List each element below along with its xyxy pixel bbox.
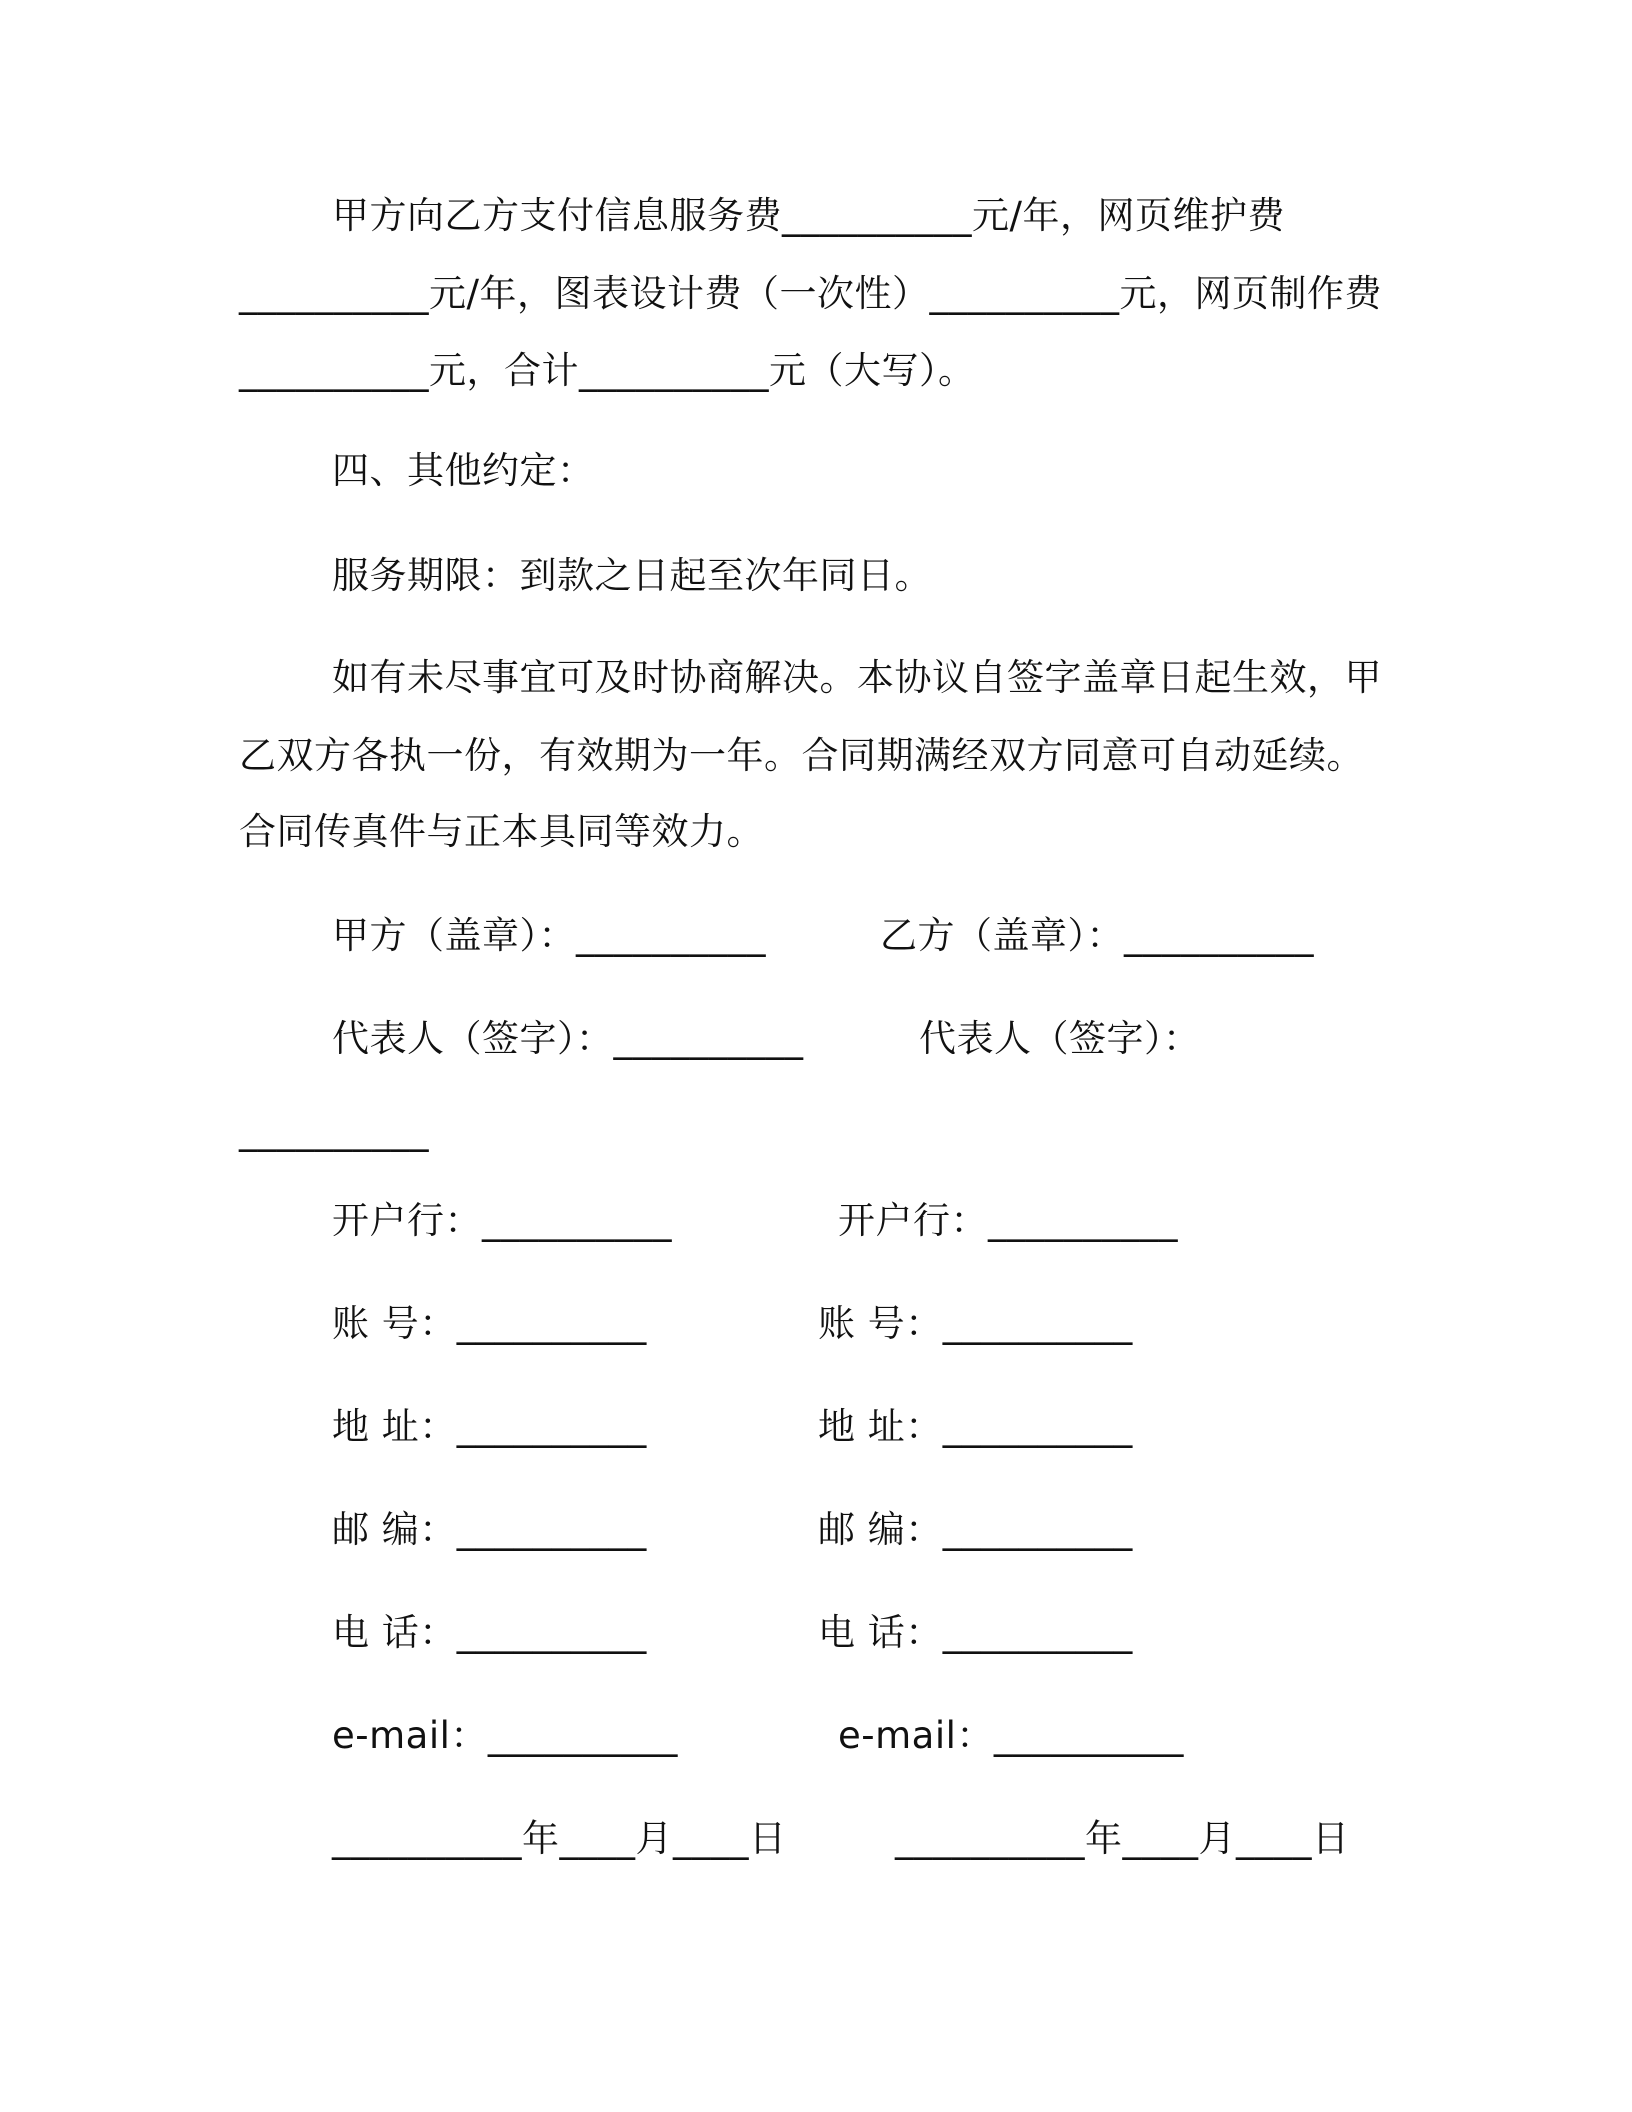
party-a-bank: 开户行：__________ bbox=[332, 1199, 672, 1242]
party-b-account: 账 号：__________ bbox=[818, 1302, 1133, 1345]
section-heading: 四、其他约定： bbox=[332, 449, 595, 492]
party-a-email: e-mail：__________ bbox=[332, 1714, 678, 1757]
clause-line-2: 乙双方各执一份，有效期为一年。合同期满经双方同意可自动延续。 bbox=[239, 734, 1364, 777]
party-b-bank: 开户行：__________ bbox=[838, 1199, 1178, 1242]
service-term: 服务期限：到款之日起至次年同日。 bbox=[332, 554, 932, 597]
party-a-seal: 甲方（盖章）：__________ bbox=[332, 914, 766, 957]
party-a-representative: 代表人（签字）：__________ bbox=[332, 1017, 804, 1060]
party-b-representative: 代表人（签字）： bbox=[919, 1017, 1201, 1060]
party-b-seal: 乙方（盖章）：__________ bbox=[880, 914, 1314, 957]
party-b-postcode: 邮 编：__________ bbox=[818, 1508, 1133, 1551]
party-a-address: 地 址：__________ bbox=[332, 1405, 647, 1448]
payment-line-3: __________元，合计__________元（大写）。 bbox=[239, 349, 976, 392]
party-a-postcode: 邮 编：__________ bbox=[332, 1508, 647, 1551]
party-a-phone: 电 话：__________ bbox=[332, 1611, 647, 1654]
party-a-date: __________年____月____日 bbox=[332, 1817, 787, 1860]
party-b-address: 地 址：__________ bbox=[818, 1405, 1133, 1448]
party-b-representative-blank: __________ bbox=[239, 1109, 429, 1152]
party-a-account: 账 号：__________ bbox=[332, 1302, 647, 1345]
clause-line-3: 合同传真件与正本具同等效力。 bbox=[239, 810, 764, 853]
party-b-phone: 电 话：__________ bbox=[818, 1611, 1133, 1654]
payment-line-2: __________元/年，图表设计费（一次性）__________元，网页制作费 bbox=[239, 272, 1382, 315]
party-b-date: __________年____月____日 bbox=[895, 1817, 1350, 1860]
payment-line-1: 甲方向乙方支付信息服务费__________元/年，网页维护费 bbox=[332, 194, 1285, 237]
clause-line-1: 如有未尽事宜可及时协商解决。本协议自签字盖章日起生效，甲 bbox=[332, 656, 1382, 699]
party-b-email: e-mail：__________ bbox=[838, 1714, 1184, 1757]
